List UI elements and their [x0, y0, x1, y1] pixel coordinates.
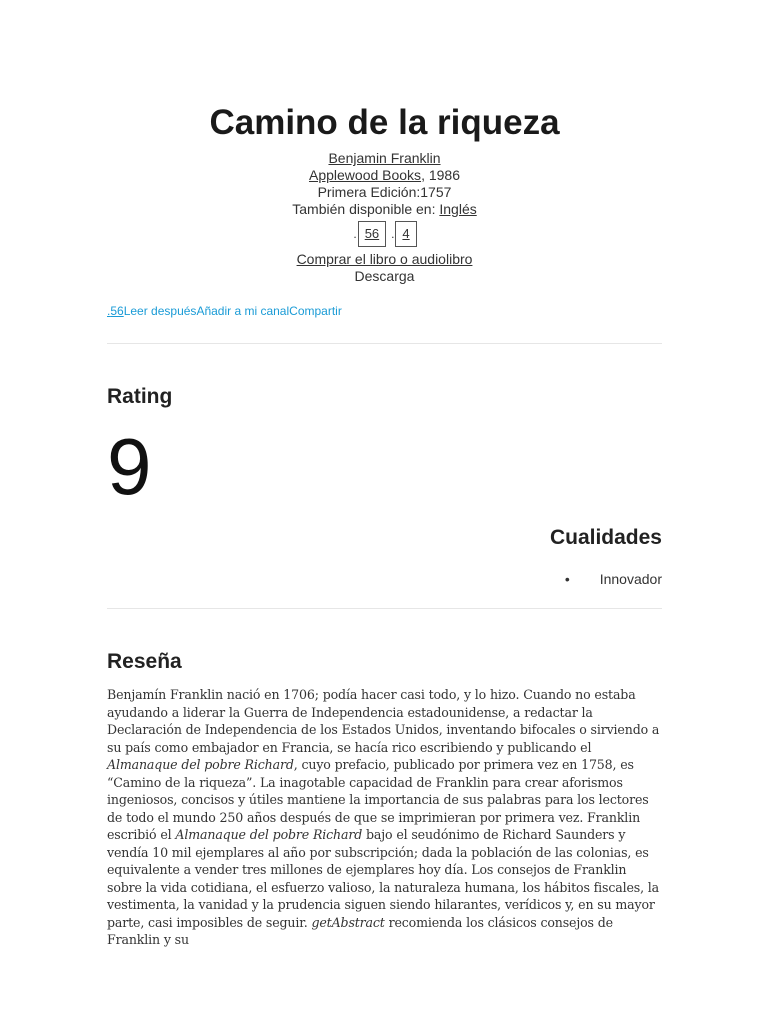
divider: [107, 608, 662, 609]
book-page: [107, 0, 662, 949]
upvote-count-button[interactable]: 56: [358, 221, 386, 247]
review-heading: Reseña: [107, 650, 182, 673]
action-bar: [107, 304, 662, 318]
first-edition: Primera Edición:1757: [317, 184, 452, 200]
publication-year: , 1986: [421, 167, 460, 183]
bullet-icon: •: [564, 571, 570, 587]
review-section: [107, 650, 662, 949]
quality-label: Innovador: [599, 571, 662, 587]
divider: [107, 343, 662, 344]
buy-book-link[interactable]: Comprar el libro o audiolibro: [296, 251, 473, 267]
qualities-section: [107, 526, 662, 587]
add-to-channel-button[interactable]: Añadir a mi canal: [196, 304, 290, 318]
page-title: Camino de la riqueza: [209, 103, 560, 142]
qualities-heading: Cualidades: [549, 526, 662, 549]
also-available-label: También disponible en:: [292, 201, 440, 217]
thumb-down-icon: .: [391, 227, 395, 241]
thumb-up-icon: .: [107, 304, 111, 318]
rating-heading: Rating: [107, 385, 173, 408]
author-link[interactable]: Benjamin Franklin: [328, 150, 441, 166]
quality-item: [107, 571, 662, 587]
review-text: Benjamín Franklin nació en 1706; podía hacer casi todo, y lo hizo. Cuando no estaba ayudando a liderar la Guerra de Independencia estadounidense, a redactar la Declaración de Independencia de los Estados Unidos, inventando bifocales o sirviendo a su país como embajador en Francia, se hacía rico escribiendo y publicando el Almanaque del pobre Richard, cuyo prefacio, publicado por primera vez en 1758, es “Camino de la riqueza”. La inagotable capacidad de Franklin para crear aforismos ingeniosos, concisos y útiles mantiene la importancia de sus palabras para los lectores de todo el mundo 250 años después de que se imprimieran por primera vez. Franklin escribió el Almanaque del pobre Richard bajo el seudónimo de Richard Saunders y vendía 10 mil ejemplares al año por subscripción; dada la población de las colonias, es equivalente a vender tres millones de ejemplares hoy día. Los consejos de Franklin sobre la vida cotidiana, el esfuerzo valioso, la naturaleza humana, los hábitos fiscales, la vestimenta, la vanidad y la prudencia siguen siendo hilarantes, verídicos y, en su mayor parte, casi imposibles de seguir. getAbstract recomienda los clásicos consejos de Franklin y su: [107, 687, 660, 947]
thumb-up-icon: .: [353, 227, 357, 241]
like-count: 56: [110, 304, 124, 318]
downvote-count-button[interactable]: 4: [395, 221, 416, 247]
download-button[interactable]: Descarga: [354, 268, 415, 284]
publisher-link[interactable]: Applewood Books: [308, 167, 422, 183]
share-button[interactable]: Compartir: [289, 304, 342, 318]
language-link-english[interactable]: Inglés: [439, 201, 477, 217]
like-count-button[interactable]: [107, 304, 124, 318]
vote-counts: [107, 221, 662, 247]
rating-value: 9: [107, 422, 152, 511]
rating-section: [107, 385, 662, 511]
book-meta: [107, 150, 662, 285]
read-later-button[interactable]: Leer después: [123, 304, 197, 318]
